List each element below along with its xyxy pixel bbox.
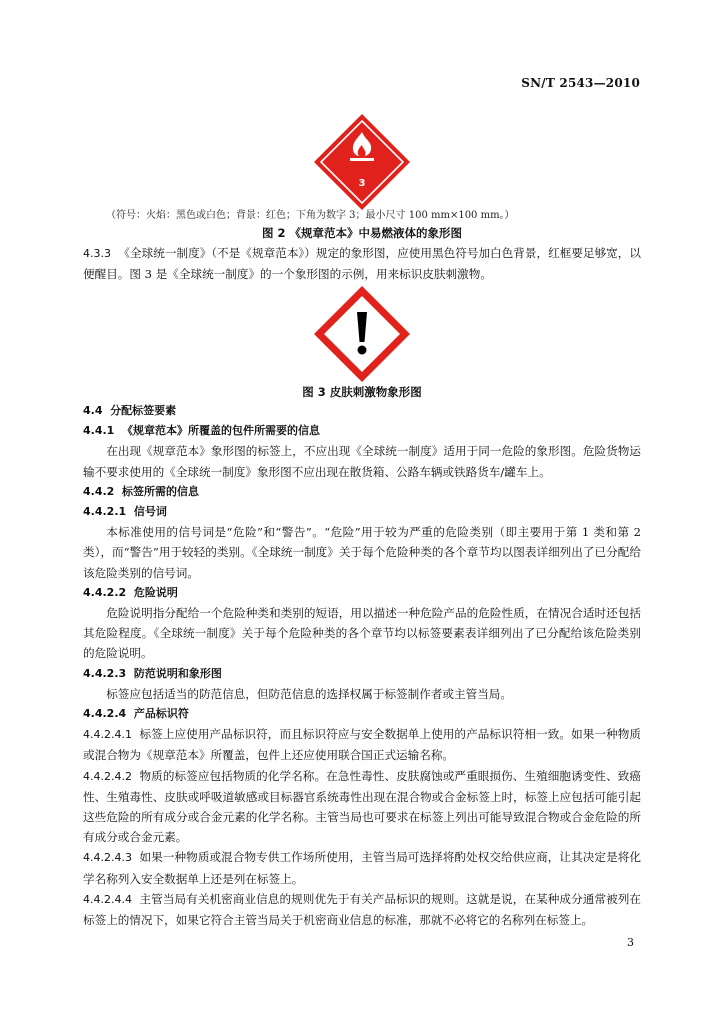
clause-4-4-2-4-1: 4.4.2.4.1 标签上应使用产品标识符，而且标识符应与安全数据单上使用的产品标识符相一致。如果一种物质或混合物为《规章范本》所覆盖，包件上还应使用联合国正式运输名称。 bbox=[83, 727, 641, 763]
figure-3-caption: 图 3 皮肤刺激物象形图 bbox=[302, 385, 422, 399]
skin-irritant-pictogram bbox=[312, 284, 412, 384]
heading-4-4: 4.4 分配标签要素 bbox=[83, 404, 177, 417]
figure-2-caption: 图 2 《规章范本》中易燃液体的象形图 bbox=[261, 226, 462, 240]
heading-4-4-2: 4.4.2 标签所需的信息 bbox=[83, 484, 199, 498]
clause-4-3-3 bbox=[83, 243, 641, 284]
clause-4-4-2-4-4: 4.4.2.4.4 主管当局有关机密商业信息的规则优先于有关产品标识的规则。这就是说，在某种成分通常被列在标签上的情况下，如果它符合主管当局关于机密商业信息的标准，那就不必将它的名称列在标签上。 bbox=[83, 891, 641, 928]
clause-4-4-2-4-3: 4.4.2.4.3 如果一种物质或混合物专供工作场所使用，主管当局可选择将酌处权交给供应商，让其决定是将化学名称列入安全数据单上还是列在标签上。 bbox=[83, 850, 641, 886]
clause-text: 《全球统一制度》（不是《规章范本》）规定的象形图，应使用黑色符号加白色背景，红框要足够宽，以便醒目。图 3 是《全球统一制度》的一个象形图的示例，用来标识皮肤刺激物。 bbox=[83, 246, 642, 282]
page-number: 3 bbox=[627, 936, 634, 949]
heading-4-4-1: 4.4.1 《规章范本》所覆盖的包件所需要的信息 bbox=[83, 424, 320, 438]
paragraph-4-4-2-1: 本标准使用的信号词是“危险”和“警告”。“危险”用于较为严重的危险类别（即主要用于第 1 类和第 2 类），而“警告”用于较轻的类别。《全球统一制度》关于每个危险种类的各个章节均以图表详细列出了已分配给该危险类别的信号词。 bbox=[83, 525, 641, 580]
paragraph-4-4-1: 在出现《规章范本》象形图的标签上，不应出现《全球统一制度》适用于同一危险的象形图。危险货物运输不要求使用的《全球统一制度》象形图不应出现在散货箱、公路车辆或铁路货车/罐车上。 bbox=[83, 444, 641, 479]
figure-3 bbox=[0, 284, 724, 384]
figure-2 bbox=[0, 112, 724, 212]
class-number: 3 bbox=[358, 178, 366, 189]
clause-number: 4.3.3 bbox=[83, 247, 111, 260]
paragraph-4-4-2-3: 标签应包括适当的防范信息，但防范信息的选择权属于标签制作者或主管当局。 bbox=[106, 686, 512, 701]
red-diamond-background bbox=[314, 114, 410, 210]
paragraph-4-4-2-2: 危险说明指分配给一个危险种类和类别的短语，用以描述一种危险产品的危险性质，在情况合适时还包括其危险程度。《全球统一制度》关于每个危险种类的各个章节均以标签要素表详细列出了已分配给该危险类别的危险说明。 bbox=[83, 606, 641, 661]
heading-4-4-2-1: 4.4.2.1 信号词 bbox=[83, 505, 167, 519]
section-4-4 bbox=[83, 401, 641, 930]
clause-4-4-2-4-2: 4.4.2.4.2 物质的标签应包括物质的化学名称。在急性毒性、皮肤腐蚀或严重眼损伤、生殖细胞诱变性、致癌性、生殖毒性、皮肤或呼吸道敏感或目标器官系统毒性出现在混合物或合金标签上时，标签上应包括可能引起这些危险的所有成分或合金元素的化学名称。主管当局也可要求在标签上列出可能导致混合物或合金危险的所有成分或合金元素。 bbox=[83, 768, 641, 845]
heading-4-4-2-4: 4.4.2.4 产品标识符 bbox=[83, 707, 189, 721]
standard-code: SN/T 2543—2010 bbox=[521, 76, 640, 90]
figure-2-note: （符号：火焰：黑色或白色；背景：红色；下角为数字 3；最小尺寸 100 mm×100 mm。） bbox=[106, 210, 515, 221]
heading-4-4-2-2: 4.4.2.2 危险说明 bbox=[83, 585, 178, 599]
heading-4-4-2-3: 4.4.2.3 防范说明和象形图 bbox=[83, 666, 222, 680]
flammable-liquid-pictogram bbox=[312, 112, 412, 212]
